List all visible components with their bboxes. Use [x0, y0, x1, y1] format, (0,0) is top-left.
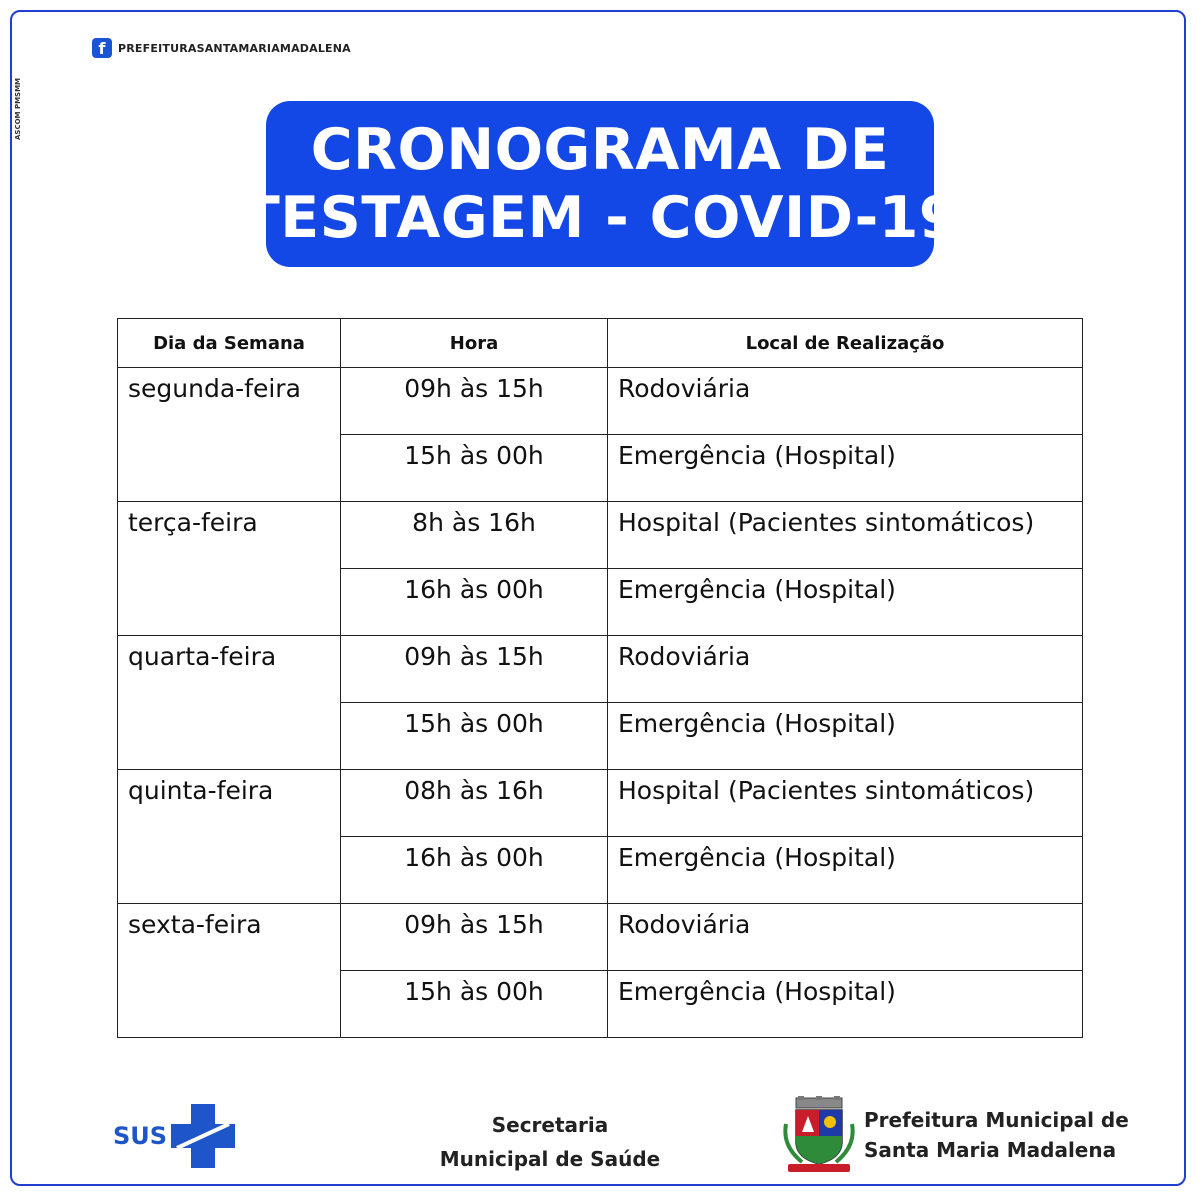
location-cell: Rodoviária — [608, 636, 1083, 703]
secretaria-line-1: Secretaria — [491, 1113, 609, 1137]
table-row — [118, 904, 1083, 971]
day-cell: quinta-feira — [118, 770, 341, 904]
facebook-icon: f — [92, 38, 112, 58]
schedule-table — [117, 318, 1083, 1038]
location-cell: Emergência (Hospital) — [608, 971, 1083, 1038]
location-cell: Emergência (Hospital) — [608, 703, 1083, 770]
hour-cell: 09h às 15h — [341, 904, 608, 971]
secretaria-label — [400, 1108, 700, 1176]
prefeitura-line-2: Santa Maria Madalena — [864, 1138, 1117, 1162]
prefeitura-line-1: Prefeitura Municipal de — [864, 1108, 1129, 1132]
day-cell: segunda-feira — [118, 368, 341, 502]
hour-cell: 09h às 15h — [341, 368, 608, 435]
header-day: Dia da Semana — [118, 319, 341, 368]
table-row — [118, 368, 1083, 435]
hour-cell: 15h às 00h — [341, 435, 608, 502]
header-hour: Hora — [341, 319, 608, 368]
location-cell: Emergência (Hospital) — [608, 569, 1083, 636]
hour-cell: 15h às 00h — [341, 971, 608, 1038]
side-credit: ASCOM PMSMM — [14, 77, 22, 140]
hour-cell: 16h às 00h — [341, 569, 608, 636]
day-cell: sexta-feira — [118, 904, 341, 1038]
hour-cell: 16h às 00h — [341, 837, 608, 904]
location-cell: Rodoviária — [608, 368, 1083, 435]
sus-logo — [113, 1104, 235, 1168]
prefeitura-brand — [782, 1096, 1129, 1174]
day-cell: terça-feira — [118, 502, 341, 636]
hour-cell: 08h às 16h — [341, 770, 608, 837]
coat-of-arms-icon — [782, 1096, 856, 1174]
hour-cell: 15h às 00h — [341, 703, 608, 770]
title-banner — [240, 101, 960, 267]
location-cell: Emergência (Hospital) — [608, 837, 1083, 904]
hour-cell: 09h às 15h — [341, 636, 608, 703]
table-row — [118, 636, 1083, 703]
prefeitura-label — [864, 1105, 1129, 1165]
header-location: Local de Realização — [608, 319, 1083, 368]
sus-label: SUS — [113, 1122, 168, 1150]
facebook-handle[interactable] — [92, 38, 351, 58]
table-header-row — [118, 319, 1083, 368]
location-cell: Emergência (Hospital) — [608, 435, 1083, 502]
title-line-2: TESTAGEM - COVID-19 — [240, 185, 960, 251]
day-cell: quarta-feira — [118, 636, 341, 770]
table-row — [118, 770, 1083, 837]
secretaria-line-2: Municipal de Saúde — [439, 1147, 661, 1171]
location-cell: Hospital (Pacientes sintomáticos) — [608, 502, 1083, 569]
location-cell: Hospital (Pacientes sintomáticos) — [608, 770, 1083, 837]
title-line-1: CRONOGRAMA DE — [310, 117, 890, 183]
hour-cell: 8h às 16h — [341, 502, 608, 569]
table-row — [118, 502, 1083, 569]
facebook-handle-text: PREFEITURASANTAMARIAMADALENA — [118, 41, 351, 55]
sus-cross-icon — [171, 1104, 235, 1168]
location-cell: Rodoviária — [608, 904, 1083, 971]
